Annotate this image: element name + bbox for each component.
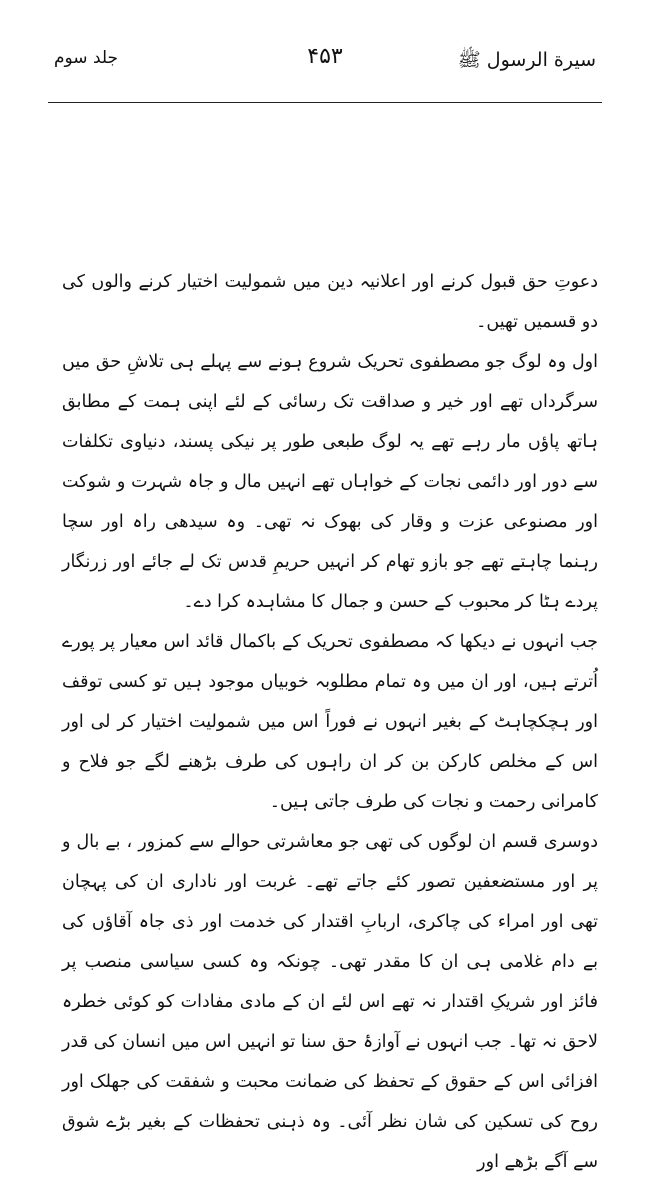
paragraph-3: جب انہوں نے دیکھا کہ مصطفوی تحریک کے باکمال قائد اس معیار پر پورے اُترتے ہیں، اور ان میں وہ تمام مطلوبہ خوبیاں موجود ہیں تو کسی توقف اور ہچکچاہٹ کے بغیر انہوں نے فوراً اس میں شمولیت اختیار کر لی اور اس کے مخلص کارکن بن کر ان راہوں کی طرف بڑھنے لگے جو فلاح و کامرانی رحمت و نجات کی طرف جاتی ہیں۔ xyxy=(62,632,598,812)
page-header xyxy=(48,40,602,103)
page-number: ۴۵۳ xyxy=(307,44,343,69)
book-title: سیرة الرسول ﷺ xyxy=(457,49,596,71)
paragraph-2: اول وہ لوگ جو مصطفوی تحریک شروع ہونے سے پہلے ہی تلاشِ حق میں سرگرداں تھے اور خیر و صداقت تک رسائی کے لئے اپنی ہمت کے مطابق ہاتھ پاؤں مار رہے تھے یہ لوگ طبعی طور پر نیکی پسند، دنیاوی تکلفات سے دور اور دائمی نجات کے خواہاں تھے انہیں مال و جاہ شہرت و شوکت اور مصنوعی عزت و وقار کی بھوک نہ تھی۔ وہ سیدھی راہ اور سچا رہنما چاہتے تھے جو بازو تھام کر انہیں حریمِ قدس تک لے جائے اور زرنگار پردے ہٹا کر محبوب کے حسن و جمال کا مشاہدہ کرا دے۔ xyxy=(62,352,598,612)
volume-label: جلد سوم xyxy=(54,48,119,68)
paragraph-4: دوسری قسم ان لوگوں کی تھی جو معاشرتی حوالے سے کمزور ، بے بال و پر اور مستضعفین تصور کئے جاتے تھے۔ غربت اور ناداری ان کی پہچان تھی اور امراء کی چاکری، اربابِ اقتدار کی خدمت اور ذی جاہ آقاؤں کی بے دام غلامی ہی ان کا مقدر تھی۔ چونکہ وہ کسی سیاسی منصب پر فائز اور شریکِ اقتدار نہ تھے اس لئے ان کے مادی مفادات کو کوئی خطرہ لاحق نہ تھا۔ جب انہوں نے آوازۂ حق سنا تو انہیں اس میں انسان کی قدر افزائی اس کے حقوق کے تحفظ کی ضمانت محبت و شفقت کی جھلک اور روح کی تسکین کی شان نظر آئی۔ وہ ذہنی تحفظات کے بغیر بڑے شوق سے آگے بڑھے اور xyxy=(62,832,598,1172)
page-body xyxy=(62,262,598,1182)
paragraph-1: دعوتِ حق قبول کرنے اور اعلانیہ دین میں شمولیت اختیار کرنے والوں کی دو قسمیں تھیں۔ xyxy=(62,272,598,332)
